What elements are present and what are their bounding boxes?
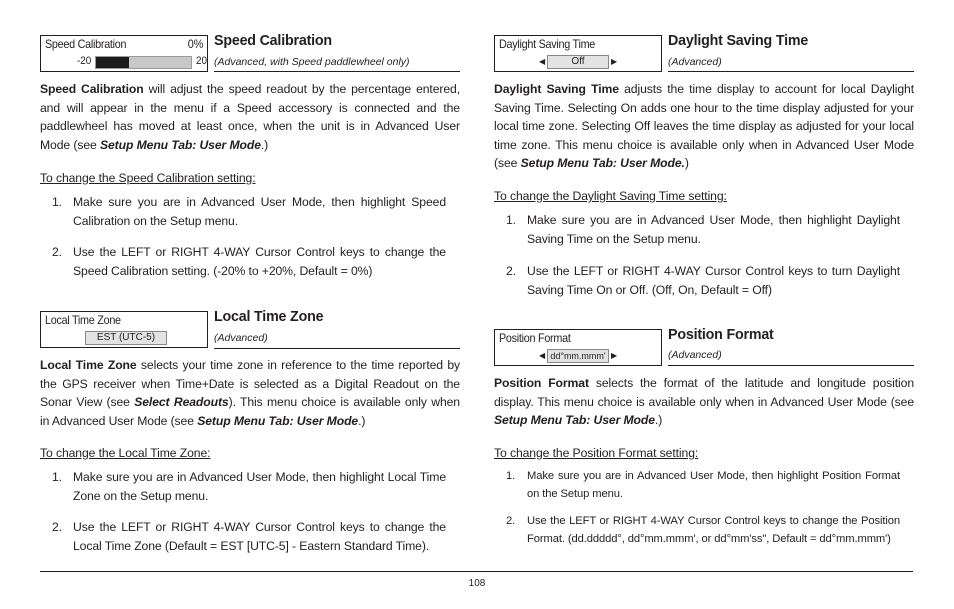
cross-reference-link: Setup Menu Tab: User Mode. bbox=[520, 156, 685, 170]
local-time-zone-widget bbox=[40, 311, 208, 348]
para-text: selects your time zone in reference to the time reported by the GPS receiver when Time+Date is selected as a Digital Readout on the Sonar View (see bbox=[40, 358, 460, 409]
speed-calibration-rule bbox=[214, 71, 460, 72]
left-arrow-icon: ◀ bbox=[539, 57, 546, 66]
cross-reference-link: Setup Menu Tab: User Mode bbox=[494, 413, 655, 427]
daylight-saving-time-widget-title: Daylight Saving Time bbox=[499, 37, 596, 51]
daylight-saving-time-widget bbox=[494, 35, 662, 72]
local-time-zone-howto: To change the Local Time Zone: bbox=[40, 446, 211, 460]
term-bold: Local Time Zone bbox=[40, 358, 137, 372]
speed-calibration-widget-value: 0% bbox=[187, 37, 203, 51]
speed-calibration-heading: Speed Calibration bbox=[214, 32, 332, 49]
slider-max-label: 20 bbox=[196, 55, 208, 67]
para-end: .) bbox=[358, 413, 366, 428]
step-number: 1. bbox=[52, 195, 62, 209]
step-number: 2. bbox=[52, 520, 62, 534]
position-format-description bbox=[494, 374, 914, 430]
right-arrow-icon: ▶ bbox=[611, 57, 618, 66]
position-format-widget-title: Position Format bbox=[499, 331, 571, 345]
position-format-widget bbox=[494, 329, 662, 366]
step-text: Use the LEFT or RIGHT 4-WAY Cursor Control keys to change the Local Time Zone (Default = EST [UTC-5] - Eastern Standard Time). bbox=[73, 520, 446, 553]
daylight-saving-time-howto: To change the Daylight Saving Time setting: bbox=[494, 189, 727, 203]
slider-fill bbox=[96, 57, 129, 68]
local-time-zone-widget-title: Local Time Zone bbox=[45, 313, 121, 327]
position-format-subtitle: (Advanced) bbox=[668, 349, 722, 361]
step-text: Make sure you are in Advanced User Mode, then highlight Position Format on the Setup menu. bbox=[527, 470, 900, 500]
para-text: will adjust the speed readout by the percentage entered, and will appear in the menu if a Speed accessory is connected and the paddlewheel has moved at least once, when the unit is in Advanced User Mode (see bbox=[40, 82, 460, 152]
position-format-heading: Position Format bbox=[668, 326, 774, 343]
daylight-saving-time-subtitle: (Advanced) bbox=[668, 56, 722, 68]
local-time-zone-subtitle: (Advanced) bbox=[214, 332, 268, 344]
para-end: .) bbox=[654, 413, 663, 427]
term-bold: Speed Calibration bbox=[40, 82, 144, 96]
local-time-zone-rule bbox=[214, 348, 460, 349]
step-number: 2. bbox=[52, 245, 62, 259]
daylight-saving-time-heading: Daylight Saving Time bbox=[668, 32, 809, 49]
term-bold: Daylight Saving Time bbox=[494, 82, 619, 96]
daylight-saving-time-rule bbox=[668, 71, 914, 72]
step-number: 2. bbox=[506, 515, 516, 527]
para-text: ). This menu choice is available only when in Advanced User Mode (see bbox=[40, 395, 460, 428]
speed-calibration-howto: To change the Speed Calibration setting: bbox=[40, 171, 256, 185]
cross-reference-link: Select Readouts bbox=[134, 395, 229, 409]
para-end: .) bbox=[260, 137, 269, 152]
step-number: 2. bbox=[506, 264, 516, 278]
slider-track bbox=[95, 56, 192, 69]
step-number: 1. bbox=[506, 213, 516, 227]
daylight-saving-time-description bbox=[494, 80, 914, 173]
slider-min-label: -20 bbox=[77, 55, 92, 67]
position-format-select: dd°mm.mmm' bbox=[547, 349, 609, 363]
step-number: 1. bbox=[506, 470, 516, 482]
para-end: ) bbox=[684, 156, 689, 170]
speed-calibration-subtitle: (Advanced, with Speed paddlewheel only) bbox=[214, 56, 410, 68]
step-text: Make sure you are in Advanced User Mode, then highlight Speed Calibration on the Setup menu. bbox=[73, 195, 446, 228]
cross-reference-link: Setup Menu Tab: User Mode bbox=[99, 137, 261, 152]
speed-calibration-widget-title: Speed Calibration bbox=[45, 37, 127, 51]
position-format-rule bbox=[668, 365, 914, 366]
step-text: Use the LEFT or RIGHT 4-WAY Cursor Control keys to turn Daylight Saving Time On or Off. (Off, On, Default = Off) bbox=[527, 264, 900, 297]
speed-calibration-description bbox=[40, 80, 460, 154]
para-text: selects the format of the latitude and longitude position display. This menu choice is available only when in Advanced User Mode (see bbox=[494, 376, 914, 409]
speed-calibration-slider bbox=[77, 55, 208, 69]
footer-rule bbox=[40, 571, 913, 572]
step-text: Make sure you are in Advanced User Mode, then highlight Daylight Saving Time on the Setup menu. bbox=[527, 213, 900, 246]
left-arrow-icon: ◀ bbox=[539, 351, 546, 360]
step-text: Use the LEFT or RIGHT 4-WAY Cursor Control keys to change the Speed Calibration setting. (-20% to +20%, Default = 0%) bbox=[73, 245, 446, 278]
daylight-saving-time-select: Off bbox=[547, 55, 609, 69]
local-time-zone-heading: Local Time Zone bbox=[214, 308, 324, 325]
step-text: Make sure you are in Advanced User Mode, then highlight Local Time Zone on the Setup menu. bbox=[73, 470, 446, 503]
local-time-zone-description bbox=[40, 356, 460, 430]
right-arrow-icon: ▶ bbox=[611, 351, 618, 360]
step-number: 1. bbox=[52, 470, 62, 484]
page-number: 108 bbox=[468, 578, 486, 589]
para-text: adjusts the time display to account for local Daylight Saving Time. Selecting On adds one hour to the time display adjusted for your local time zone. Selecting Off leaves the time display as adjusted for your local time zone. This menu choice is available only when in Advanced User Mode (see bbox=[494, 82, 914, 170]
speed-calibration-widget bbox=[40, 35, 208, 72]
local-time-zone-select: EST (UTC-5) bbox=[85, 331, 167, 345]
term-bold: Position Format bbox=[494, 376, 589, 390]
cross-reference-link: Setup Menu Tab: User Mode bbox=[197, 413, 359, 428]
step-text: Use the LEFT or RIGHT 4-WAY Cursor Control keys to change the Position Format. (dd.ddddd°, dd°mm.mmm', or dd°mm'ss", Default = dd°mm.mmm') bbox=[527, 515, 900, 545]
position-format-howto: To change the Position Format setting: bbox=[494, 446, 699, 460]
